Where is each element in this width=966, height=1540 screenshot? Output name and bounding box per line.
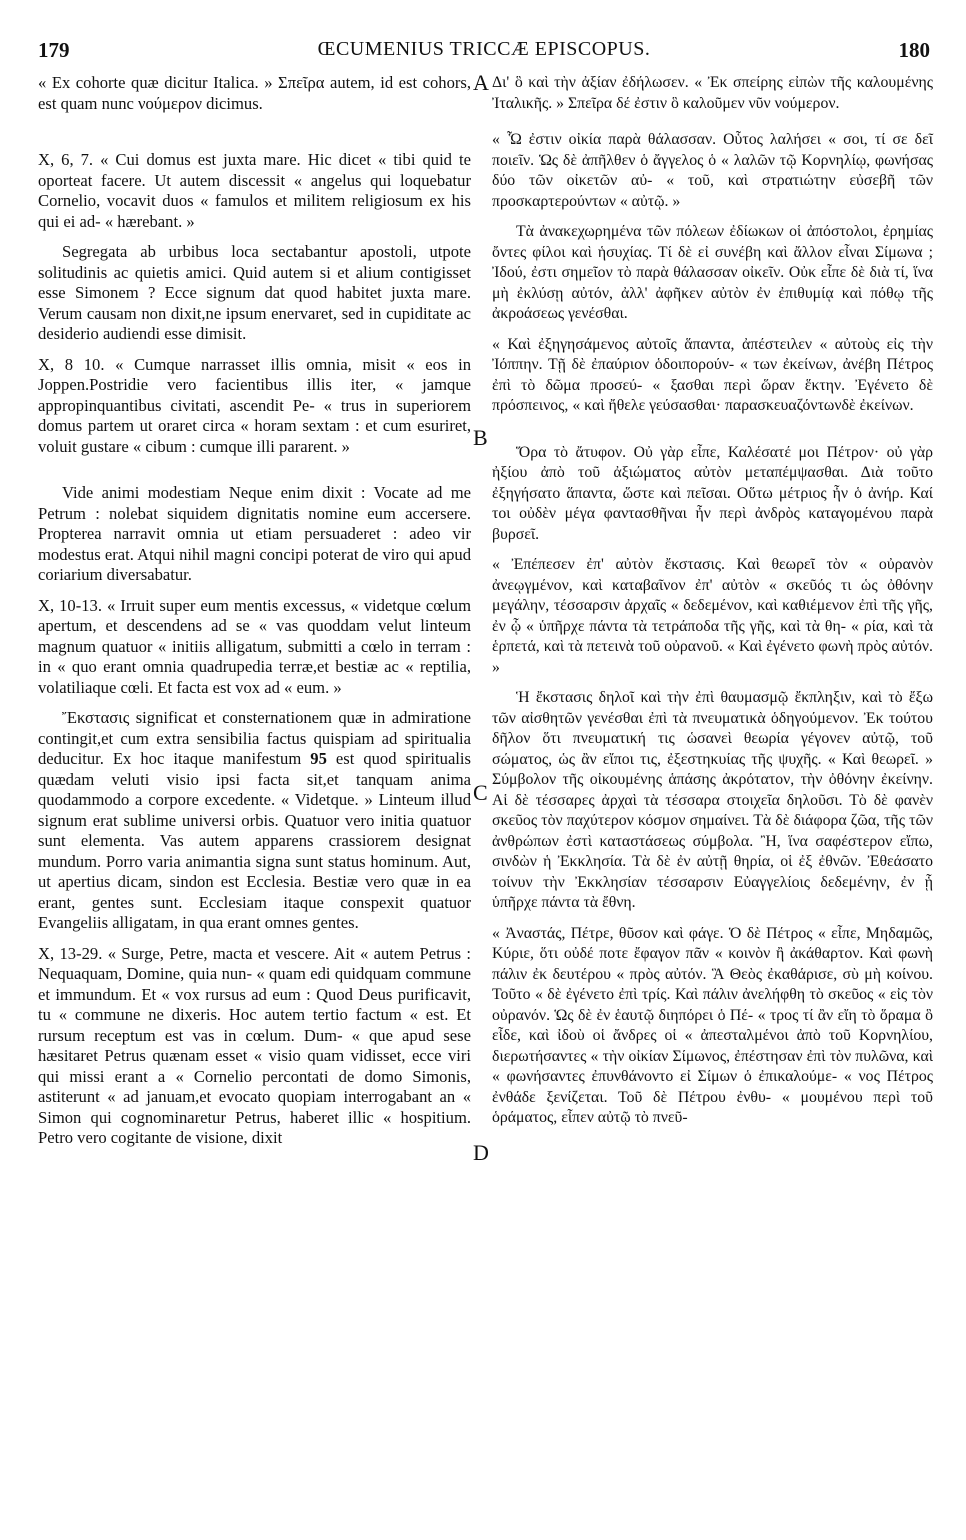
- latin-para-7-a: Ἔκστασις significat et consternationem quæ in admiratione contingit,et cum extra sensibilia factus quispiam ad spiritualia deducitur. Ex hoc itaque manifestum: [38, 708, 471, 768]
- latin-para-7-b: est quod spiritualis quædam veluti visio ipsi facta sit,et tanquam anima quodammodo a corpore excedente. « Videtque. » Linteum illud signum erat sublime universi orbis. Quatuor vero initia quatuor sunt elementa. Vas autem apparens crassiorem designat mundum. Porro varia animantia signa sunt status hominum. Aut, ut apertius dicam, sindon est Ecclesia. Bestiæ vero quæ in ea erant, gentes sunt. Ecclesiam itaque conspexit quatuor Evangeliis alligatam, in qua erant omnes gentes.: [38, 749, 471, 932]
- margin-letter-b: B: [473, 425, 488, 450]
- greek-para-8: « Ἀναστάς, Πέτρε, θῦσον καὶ φάγε. Ὁ δὲ Πέτρος « εἶπε, Μηδαμῶς, Κύριε, ὅτι οὐδέ ποτε ἔφαγον πᾶν « κοινὸν ἢ ἀκάθαρτον. Καὶ φωνὴ πάλιν ἐκ δευτέρου « πρὸς αὐτόν. Ἃ Θεὸς ἐκαθάρισε, σὺ μὴ κοίνου. Τοῦτο « δὲ ἐγένετο ἐπὶ τρίς. Καὶ πάλιν ἀνελήφθη τὸ σκεῦος « εἰς τὸν οὐρανόν. Ὡς δὲ ἐν ἑαυτῷ διηπόρει ὁ Πέ- « τρος τί ἂν εἴη τὸ ὅραμα ὃ εἶδε, καὶ ἰδοὺ οἱ ἄνδρες οἱ « ἀπεσταλμένοι ἀπὸ τοῦ Κορνηλίου, διερωτήσαντες « τὴν οἰκίαν Σίμωνος, ἐπέστησαν ἐπὶ τὸν πυλῶνα, καὶ « φωνήσαντες ἐπυνθάνοντο εἰ Σίμων ὁ ἐπικαλούμε- « νος Πέτρος ἐνθάδε ξενίζεται. Τοῦ δὲ Πέτρου ἐνθυ- « μουμένου περὶ τοῦ ὁράματος, εἶπεν αὐτῷ τὸ πνεῦ-: [492, 924, 933, 1126]
- greek-column: [492, 73, 933, 1129]
- latin-para-6: X, 10-13. « Irruit super eum mentis excessus, « videtque cœlum apertum, et descendens ad se « vas quoddam velut linteum magnum quatuor « initiis alligatum, submitti a cœlo in terram : in « quo erant omnia quadrupedia terræ,et bestiæ ac « reptilia, volatiliaque cœli. Et facta est vox ad « eum. »: [38, 595, 471, 697]
- latin-para-7: [38, 708, 471, 934]
- margin-letter-a: A: [473, 70, 489, 95]
- latin-para-8: X, 13-29. « Surge, Petre, macta et vescere. Ait « autem Petrus : Nequaquam, Domine, quia nun- « quam edi quidquam commune et immundum. Et « vox rursus ad eum : Quod Deus purificavit, tu « commune ne dixeris. Hoc autem tertio factum « est. Et rursum receptum est vas in cœlum. Dum- « que apud sese hæsitaret Petrus quænam esset « visio quam vidisset, ecce viri qui missi erant a « Cornelio percontati de domo Simonis, astiterunt « ad januam,et evocato quopiam interrogabant an « Simon qui cognominaretur Petrus, haberet illic « hospitium. Petro vero cogitante de visione, dixit: [38, 943, 471, 1147]
- greek-para-3: Τὰ ἀνακεχωρημένα τῶν πόλεων ἐδίωκων οἱ ἀπόστολοι, ἐρημίας ὄντες φίλοι καὶ ἡσυχίας. Τί δὲ εἰ συνέβη καὶ ἄλλον εἶναι Σίμωνα ; Ἰδού, ἐστι σημεῖον τὸ παρὰ θάλασσαν οἰκεῖν. Οὐκ εἶπε δὲ διὰ τί, ἵνα μὴ ἐκλύσῃ αὐτόν, ἀλλ' ἀφῆκεν αὐτὸν ἐν ἐπιθυμίᾳ καὶ πόθῳ τῆς ἀκροάσεως γενέσθαι.: [492, 223, 933, 322]
- greek-para-6: « Ἐπέπεσεν ἐπ' αὐτὸν ἔκστασις. Καὶ θεωρεῖ τὸν « οὐρανὸν ἀνεῳγμένον, καὶ καταβαῖνον ἐπ' αὐτὸν « σκεῦός τι ὡς ὀθόνην μεγάλην, τέσσαρσιν ἀρχαῖς « δεδεμένον, καὶ καθιέμενον ἐπὶ τῆς γῆς, ἐν ᾧ « ὑπῆρχε πάντα τὰ τετράποδα τῆς γῆς, καὶ τὰ θη- « ρία, καὶ τὰ ἑρπετά, καὶ τὰ πετεινὰ τοῦ οὐρανοῦ. « Καὶ ἐγένετο φωνὴ πρὸς αὐτόν. »: [492, 556, 933, 676]
- latin-para-2: X, 6, 7. « Cui domus est juxta mare. Hic dicet « tibi quid te oporteat facere. Ut autem discessit « angelus qui loquebatur Cornelio, vocavit duos « famulos et militem religiosum ex his qui ei ad- « hærebant. »: [38, 150, 471, 231]
- column-number: 95: [310, 749, 327, 768]
- greek-para-5: Ὅρα τὸ ἄτυφον. Οὐ γὰρ εἶπε, Καλέσατέ μοι Πέτρον· οὐ γὰρ ἠξίου ἀπὸ τοῦ ἀξιώματος αὐτὸν μεταπέμψασθαι. Διὰ τοῦτο ἐξηγήσατο ἅπαντα, ὥστε καὶ πεῖσαι. Οὕτω μέτριος ἦν ὁ ἀνήρ. Καί τοι οὐδὲν μέγα φαντασθῆναι ἦν περὶ ἀνδρὸς καταγομένου παρὰ βυρσεῖ.: [492, 443, 933, 543]
- latin-para-5: Vide animi modestiam Neque enim dixit : Vocate ad me Petrum : nolebat siquidem dignitatis nomine eum accersere. Propterea narravit omnia ut etiam persuaderet : adeo vir modestus erat. Atqui nihil magni concipi poterat de viro qui apud coriarium diversabatur.: [38, 483, 471, 584]
- margin-letter-c: C: [473, 780, 488, 805]
- running-title: ŒCUMENIUS TRICCÆ EPISCOPUS.: [317, 38, 651, 60]
- greek-para-2: « Ὧ ἐστιν οἰκία παρὰ θάλασσαν. Οὗτος λαλήσει « σοι, τί σε δεῖ ποιεῖν. Ὡς δὲ ἀπῆλθεν ὁ ἄγγελος ὁ « λαλῶν τῷ Κορνηλίῳ, φωνήσας δύο τῶν οἰκετῶν αὐ- « τοῦ, καὶ στρατιώτην εὐσεβῆ τῶν προσκαρτερούντων « αὐτῷ. »: [492, 131, 933, 210]
- greek-para-7: Ἡ ἔκστασις δηλοῖ καὶ τὴν ἐπὶ θαυμασμῷ ἔκπληξιν, καὶ τὸ ἔξω τῶν αἰσθητῶν γενέσθαι ἐπὶ τὰ πνευματικὰ ὁδηγούμενον. Ἐκ τούτου δῆλον ὅτι πνευματική τις ὡσανεὶ θεωρία γέγονεν αὐτῷ, τοῦ σώματος, ὡς ἂν εἴποι τις, ἐξεστηκυίας τῆς ψυχῆς. « Καὶ θεωρεῖ. » Σύμβολον τῆς οἰκουμένης ἁπάσης ἀκρότατον, τὴν ὀθόνην ἐκείνην. Αἱ δὲ τέσσαρες ἀρχαὶ τὰ τέσσαρα στοιχεῖα δηλοῦσι. Τὸ δὲ φανὲν σκεῦος τὸν παχύτερον κόσμον σημαίνει. Τὰ δὲ διάφορα ζῶα, τῆς τῶν ἀνθρώπων ἐστὶ καταστάσεως σύμβολα. Ἢ, ἵνα σαφέστερον εἴπω, σινδὼν ἡ Ἐκκλησία. Τὰ δὲ ἐν αὐτῇ θηρία, οἱ ἐξ ἐθνῶν. Ἐθεάσατο τοίνυν τὴν Ἐκκλησίαν τέσσαρσιν Εὐαγγελίοις δεδεμένην, ἐν ᾗ ὑπῆρχε πάντα τὰ ἔθνη.: [492, 689, 933, 911]
- page-header: [38, 38, 930, 68]
- latin-para-3: Segregata ab urbibus loca sectabantur apostoli, utpote solitudinis ac quietis amici. Quid autem si et alium contigisset esse Simonem ? Ecce signum dat quod habitet juxta mare. Verum causam non dixit,ne ipsum enervaret, sed in cupiditate ac desiderio audiendi esse dimisit.: [38, 242, 471, 343]
- latin-para-4: X, 8 10. « Cumque narrasset illis omnia, misit « eos in Joppen.Postridie vero facientibus illis iter, « jamque appropinquantibus civitati, ascendit Pe- « trus in superiorem domus partem ut oraret circa « horam sextam : et cum esuriret, voluit gustare « cibum : cumque illi pararent. »: [38, 354, 471, 456]
- latin-column: [38, 73, 471, 1149]
- greek-para-1: Δι' ὃ καὶ τὴν ἀξίαν ἐδήλωσεν. « Ἐκ σπείρης εἰπὼν τῆς καλουμένης Ἰταλικῆς. » Σπεῖρα δέ ἐστιν ὃ καλοῦμεν νῦν νούμερον.: [492, 74, 933, 112]
- greek-para-4: « Καὶ ἐξηγησάμενος αὐτοῖς ἅπαντα, ἀπέστειλεν « αὐτοὺς εἰς τὴν Ἰόππην. Τῇ δὲ ἐπαύριον ὁδοιπορούν- « των ἐκείνων, ἀνέβη Πέτρος ἐπὶ τὸ δῶμα προσεύ- « ξασθαι περὶ ὥραν ἕκτην. Ἐγένετο δὲ πρόσπεινος, « καὶ ἤθελε γεύσασθαι· παρασκευαζόντωνδὲ ἐκείνων.: [492, 335, 933, 414]
- page-number-left: 179: [38, 38, 70, 62]
- page-number-right: 180: [898, 38, 930, 62]
- margin-letter-d: D: [473, 1140, 489, 1165]
- latin-para-1: « Ex cohorte quæ dicitur Italica. » Σπεῖρα autem, id est cohors, est quam nunc νούμερον dicimus.: [38, 73, 471, 113]
